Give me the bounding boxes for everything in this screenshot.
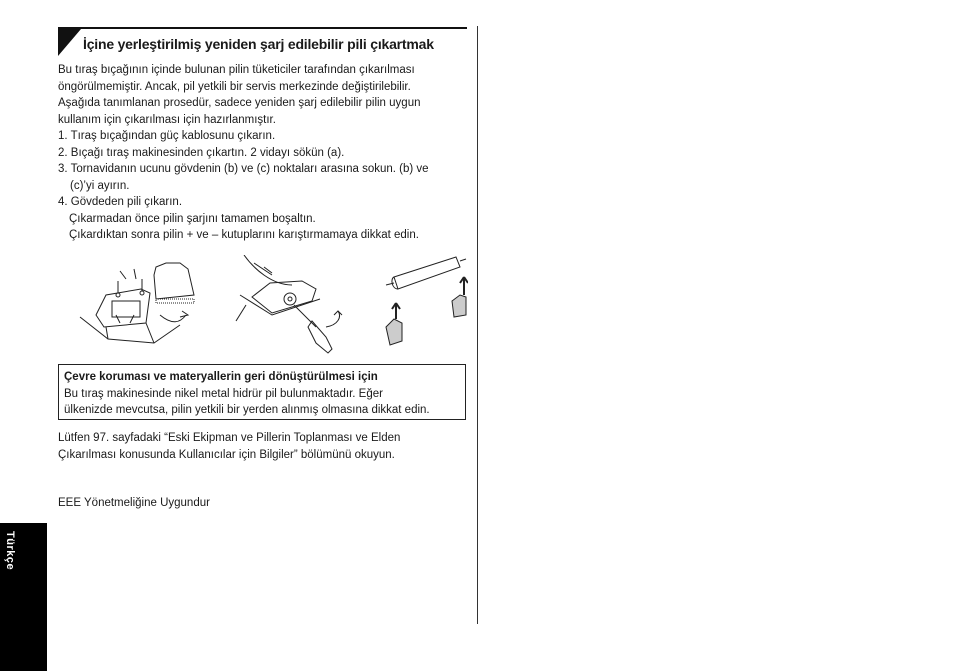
section-title: İçine yerleştirilmiş yeniden şarj edilebilir pili çıkartmak — [83, 36, 434, 52]
reference-line: Lütfen 97. sayfadaki “Eski Ekipman ve Pillerin Toplanması ve Elden — [58, 432, 401, 444]
step-1: 1. Tıraş bıçağından güç kablosunu çıkarın. — [58, 130, 276, 142]
heading-rule — [58, 27, 467, 29]
figure-remove-battery — [386, 257, 468, 345]
intro-line: Bu tıraş bıçağının içinde bulunan pilin tüketiciler tarafından çıkarılması — [58, 64, 415, 76]
step-3: 3. Tornavidanın ucunu gövdenin (b) ve (c) noktaları arasına sokun. (b) ve — [58, 163, 429, 175]
step-3-continued: (c)’yi ayırın. — [70, 179, 130, 192]
figure-remove-screws — [80, 263, 194, 343]
language-label: Türkçe — [4, 531, 16, 571]
eee-compliance-text: EEE Yönetmeliğine Uygundur — [58, 497, 210, 509]
figure-insert-screwdriver — [236, 255, 342, 353]
step-4: 4. Gövdeden pili çıkarın. — [58, 196, 183, 208]
note-polarity: Çıkardıktan sonra pilin + ve – kutuplarını karıştırmamaya dikkat edin. — [69, 229, 419, 241]
notice-line: Bu tıraş makinesinde nikel metal hidrür pil bulunmaktadır. Eğer — [64, 387, 383, 400]
heading-marker — [58, 29, 81, 56]
note-discharge: Çıkarmadan önce pilin şarjını tamamen boşaltın. — [69, 212, 316, 225]
battery-removal-illustrations — [76, 255, 468, 360]
intro-line: kullanım için çıkarılması için hazırlanmıştır. — [58, 113, 276, 126]
environment-notice — [58, 364, 466, 420]
column-divider — [477, 26, 478, 624]
notice-title: Çevre koruması ve materyallerin geri dönüştürülmesi için — [64, 371, 378, 383]
intro-line: öngörülmemiştir. Ancak, pil yetkili bir servis merkezinde değiştirilebilir. — [58, 80, 411, 93]
intro-line: Aşağıda tanımlanan prosedür, sadece yeniden şarj edilebilir pilin uygun — [58, 97, 421, 109]
instructions — [58, 62, 468, 244]
section-heading — [58, 27, 467, 56]
reference-line: Çıkarılması konusunda Kullanıcılar için Bilgiler” bölümünü okuyun. — [58, 449, 395, 461]
notice-line: ülkenizde mevcutsa, pilin yetkili bir yerden alınmış olmasına dikkat edin. — [64, 404, 430, 416]
language-tab — [0, 523, 47, 671]
step-2: 2. Bıçağı tıraş makinesinden çıkartın. 2 vidayı sökün (a). — [58, 146, 345, 159]
reference-paragraph — [58, 430, 478, 464]
